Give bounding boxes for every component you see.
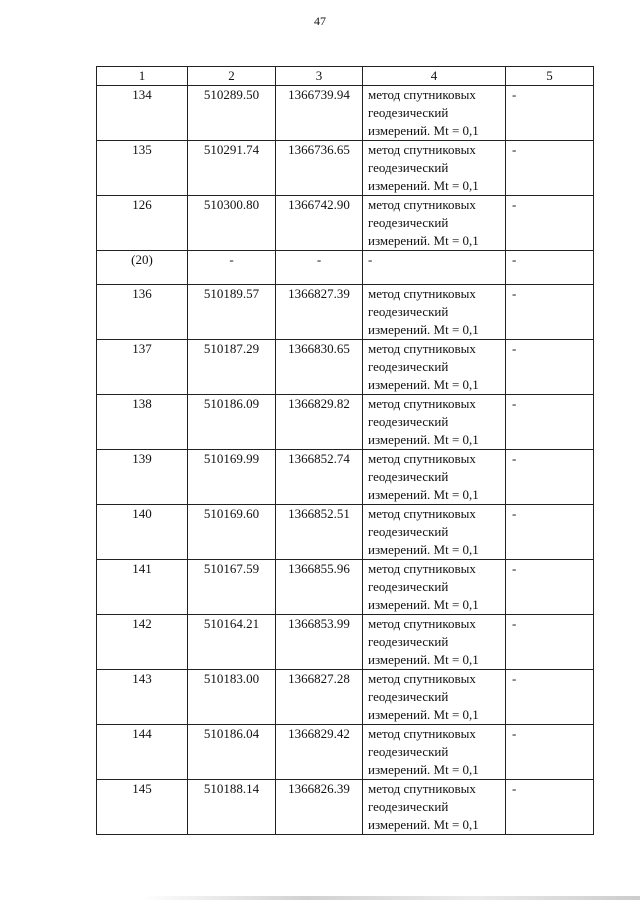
cell-c1: 145 <box>97 780 188 835</box>
table-body <box>97 86 594 835</box>
cell-c3: - <box>276 251 363 285</box>
cell-c4: метод спутниковых геодезический измерений. Mt = 0,1 <box>363 86 506 141</box>
cell-c3: 1366829.42 <box>276 725 363 780</box>
cell-c5: - <box>506 340 594 395</box>
cell-c5: - <box>506 86 594 141</box>
cell-c2: 510169.99 <box>188 450 276 505</box>
cell-c2: 510187.29 <box>188 340 276 395</box>
cell-c3: 1366742.90 <box>276 196 363 251</box>
cell-c5: - <box>506 780 594 835</box>
table-row <box>97 780 594 835</box>
cell-c5: - <box>506 141 594 196</box>
cell-c5: - <box>506 285 594 340</box>
table-row <box>97 340 594 395</box>
table-row <box>97 251 594 285</box>
cell-c2: 510300.80 <box>188 196 276 251</box>
header-row <box>97 67 594 86</box>
cell-c1: (20) <box>97 251 188 285</box>
cell-c1: 137 <box>97 340 188 395</box>
table-row <box>97 725 594 780</box>
header-col-4: 4 <box>363 67 506 86</box>
cell-c5: - <box>506 670 594 725</box>
cell-c2: 510167.59 <box>188 560 276 615</box>
cell-c3: 1366827.39 <box>276 285 363 340</box>
table-row <box>97 86 594 141</box>
table-row <box>97 560 594 615</box>
cell-c1: 139 <box>97 450 188 505</box>
cell-c3: 1366830.65 <box>276 340 363 395</box>
header-col-2: 2 <box>188 67 276 86</box>
cell-c4: метод спутниковых геодезический измерений. Mt = 0,1 <box>363 450 506 505</box>
coordinates-table <box>96 66 594 835</box>
cell-c4: метод спутниковых геодезический измерений. Mt = 0,1 <box>363 395 506 450</box>
cell-c2: 510289.50 <box>188 86 276 141</box>
cell-c3: 1366827.28 <box>276 670 363 725</box>
cell-c5: - <box>506 251 594 285</box>
cell-c3: 1366852.74 <box>276 450 363 505</box>
cell-c1: 143 <box>97 670 188 725</box>
header-col-1: 1 <box>97 67 188 86</box>
cell-c5: - <box>506 505 594 560</box>
cell-c3: 1366736.65 <box>276 141 363 196</box>
cell-c2: 510186.09 <box>188 395 276 450</box>
table-row <box>97 395 594 450</box>
cell-c4: метод спутниковых геодезический измерений. Mt = 0,1 <box>363 196 506 251</box>
table-header <box>97 67 594 86</box>
cell-c2: 510169.60 <box>188 505 276 560</box>
cell-c4: метод спутниковых геодезический измерений. Mt = 0,1 <box>363 780 506 835</box>
cell-c4: метод спутниковых геодезический измерений. Mt = 0,1 <box>363 560 506 615</box>
cell-c4: метод спутниковых геодезический измерений. Mt = 0,1 <box>363 615 506 670</box>
cell-c4: метод спутниковых геодезический измерений. Mt = 0,1 <box>363 725 506 780</box>
cell-c2: 510291.74 <box>188 141 276 196</box>
cell-c1: 141 <box>97 560 188 615</box>
table-row <box>97 450 594 505</box>
cell-c2: 510189.57 <box>188 285 276 340</box>
cell-c3: 1366829.82 <box>276 395 363 450</box>
cell-c4: - <box>363 251 506 285</box>
cell-c4: метод спутниковых геодезический измерений. Mt = 0,1 <box>363 505 506 560</box>
cell-c5: - <box>506 615 594 670</box>
cell-c4: метод спутниковых геодезический измерений. Mt = 0,1 <box>363 340 506 395</box>
cell-c1: 144 <box>97 725 188 780</box>
cell-c2: - <box>188 251 276 285</box>
header-col-3: 3 <box>276 67 363 86</box>
cell-c1: 136 <box>97 285 188 340</box>
cell-c4: метод спутниковых геодезический измерений. Mt = 0,1 <box>363 141 506 196</box>
cell-c2: 510188.14 <box>188 780 276 835</box>
table-row <box>97 670 594 725</box>
table-row <box>97 141 594 196</box>
cell-c5: - <box>506 450 594 505</box>
page-number: 47 <box>314 14 326 28</box>
cell-c2: 510186.04 <box>188 725 276 780</box>
cell-c1: 142 <box>97 615 188 670</box>
cell-c2: 510183.00 <box>188 670 276 725</box>
cell-c3: 1366826.39 <box>276 780 363 835</box>
cell-c1: 134 <box>97 86 188 141</box>
cell-c5: - <box>506 560 594 615</box>
cell-c1: 126 <box>97 196 188 251</box>
table-row <box>97 615 594 670</box>
cell-c5: - <box>506 196 594 251</box>
table-row <box>97 196 594 251</box>
cell-c3: 1366853.99 <box>276 615 363 670</box>
cell-c3: 1366739.94 <box>276 86 363 141</box>
table-row <box>97 285 594 340</box>
cell-c1: 140 <box>97 505 188 560</box>
cell-c1: 135 <box>97 141 188 196</box>
header-col-5: 5 <box>506 67 594 86</box>
cell-c3: 1366852.51 <box>276 505 363 560</box>
cell-c4: метод спутниковых геодезический измерений. Mt = 0,1 <box>363 285 506 340</box>
cell-c3: 1366855.96 <box>276 560 363 615</box>
table-row <box>97 505 594 560</box>
cell-c5: - <box>506 395 594 450</box>
scan-artifact <box>140 896 640 900</box>
cell-c5: - <box>506 725 594 780</box>
cell-c1: 138 <box>97 395 188 450</box>
cell-c4: метод спутниковых геодезический измерений. Mt = 0,1 <box>363 670 506 725</box>
cell-c2: 510164.21 <box>188 615 276 670</box>
